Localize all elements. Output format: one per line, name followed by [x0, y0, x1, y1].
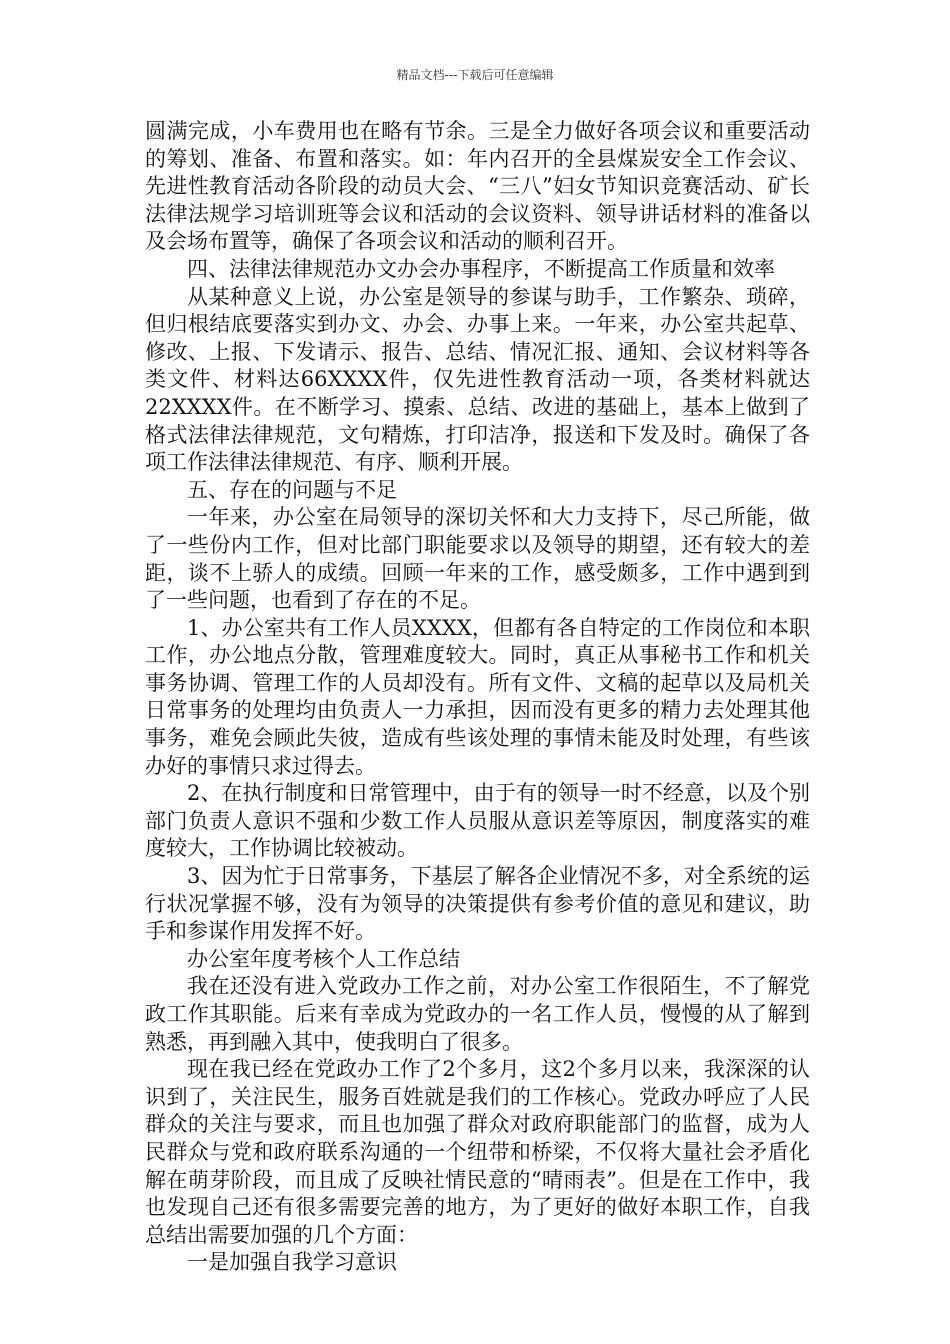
document-title: 办公室年度考核个人工作总结 [187, 946, 460, 971]
list-item: 3、因为忙于日常事务，下基层了解各企业情况不多，对全系统的运行状况掌握不够，没有为领导的决策提供有参考价值的意见和建议，助手和参谋作用发挥不好。 [145, 864, 810, 944]
paragraph: 现在我已经在党政办工作了2个多月，这2个多月以来，我深深的认识到了，关注民生，服务百姓就是我们的工作核心。党政办呼应了人民群众的关注与要求，而且也加强了群众对政府职能部门的监督，成为人民群众与党和政府联系沟通的一个纽带和桥梁，不仅将大量社会矛盾化解在萌芽阶段，而且成了反映社情民意的“晴雨表”。但是在工作中，我也发现自己还有很多需要完善的地方，为了更好的做好本职工作，自我总结出需要加强的几个方面： [145, 1057, 810, 1247]
section-heading: 四、法律法律规范办文办会办事程序，不断提高工作质量和效率 [187, 256, 775, 281]
document-body [145, 118, 810, 1277]
paragraph: 从某种意义上说，办公室是领导的参谋与助手，工作繁杂、琐碎，但归根结底要落实到办文、办会、办事上来。一年来，办公室共起草、修改、上报、下发请示、报告、总结、情况汇报、通知、会议材料等各类文件、材料达66XXXX件，仅先进性教育活动一项，各类材料就达22XXXX件。在不断学习、摸索、总结、改进的基础上，基本上做到了格式法律法律规范，文句精炼，打印洁净，报送和下发及时。确保了各项工作法律法律规范、有序、顺利开展。 [145, 284, 810, 475]
paragraph: 一年来，办公室在局领导的深切关怀和大力支持下，尽己所能，做了一些份内工作，但对比部门职能要求以及领导的期望，还有较大的差距，谈不上骄人的成绩。回顾一年来的工作，感受颇多，工作中遇到到了一些问题，也看到了存在的不足。 [145, 505, 810, 613]
section-heading: 一是加强自我学习意识 [187, 1250, 397, 1275]
section-heading: 五、存在的问题与不足 [187, 477, 397, 502]
paragraph: 圆满完成，小车费用也在略有节余。三是全力做好各项会议和重要活动的筹划、准备、布置和落实。如：年内召开的全县煤炭安全工作会议、先进性教育活动各阶段的动员大会、“三八”妇女节知识竞赛活动、矿长法律法规学习培训班等会议和活动的会议资料、领导讲话材料的准备以及会场布置等，确保了各项会议和活动的顺利召开。 [145, 119, 810, 254]
page-header: 精品文档---下载后可任意编辑 [396, 68, 554, 82]
list-item: 2、在执行制度和日常管理中，由于有的领导一时不经意，以及个别部门负责人意识不强和少数工作人员服从意识差等原因，制度落实的难度较大，工作协调比较被动。 [145, 781, 810, 861]
list-item: 1、办公室共有工作人员XXXX，但都有各自特定的工作岗位和本职工作，办公地点分散，管理难度较大。同时，真正从事秘书工作和机关事务协调、管理工作的人员却没有。所有文件、文稿的起草以及局机关日常事务的处理均由负责人一力承担，因而没有更多的精力去处理其他事务，难免会顾此失彼，造成有些该处理的事情未能及时处理，有些该办好的事情只求过得去。 [145, 615, 810, 778]
paragraph: 我在还没有进入党政办工作之前，对办公室工作很陌生，不了解党政工作其职能。后来有幸成为党政办的一名工作人员，慢慢的从了解到熟悉，再到融入其中，使我明白了很多。 [145, 974, 810, 1054]
